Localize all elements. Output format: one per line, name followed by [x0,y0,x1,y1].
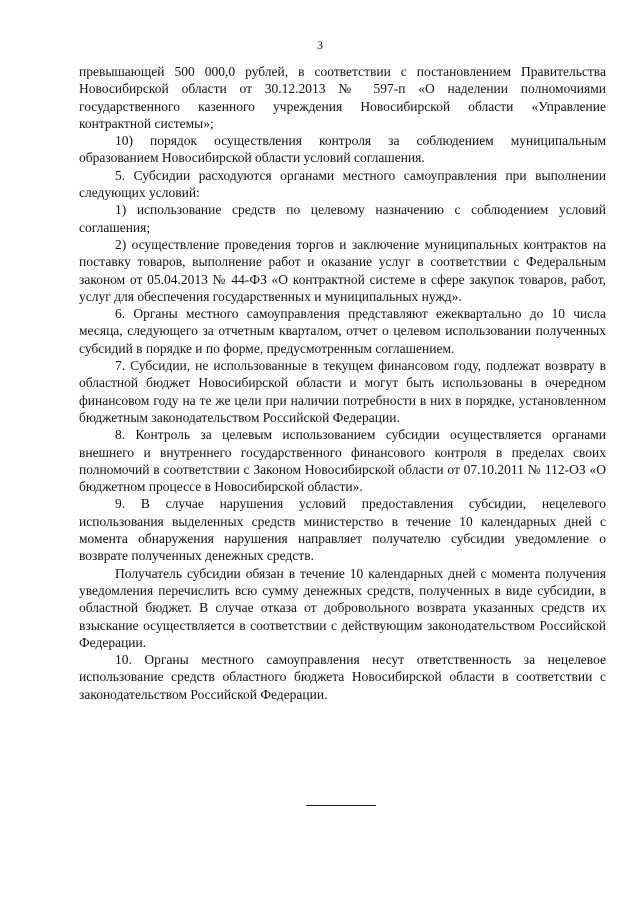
page-number: 3 [317,38,323,52]
paragraph-condition-2: 2) осуществление проведения торгов и заключение муниципальных контрактов на поставку товаров, выполнение работ и оказание услуг в соответствии с Федеральным законом от 05.04.2013 № 44-ФЗ «О контрактной системе в сфере закупок товаров, работ, услуг для обеспечения государственных и муниципальных нужд». [79,236,606,304]
paragraph-clause-9: 9. В случае нарушения условий предоставления субсидии, нецелевого использования выделенных средств министерство в течение 10 календарных дней с момента обнаружения нарушения направляет получателю субсидии уведомление о возврате полученных денежных средств. [79,496,606,564]
paragraph-item-10: 10) порядок осуществления контроля за соблюдением муниципальным образованием Новосибирской области условий соглашения. [79,133,606,166]
paragraph-clause-10: 10. Органы местного самоуправления несут ответственность за нецелевое использование средств областного бюджета Новосибирской области в соответствии с законодательством Российской Федерации. [79,652,606,702]
paragraph-clause-6: 6. Органы местного самоуправления представляют ежеквартально до 10 числа месяца, следующего за отчетным кварталом, отчет о целевом использовании полученных субсидий в порядке и по форме, предусмотренным соглашением. [79,306,606,356]
paragraph-continuation: превышающей 500 000,0 рублей, в соответствии с постановлением Правительства Новосибирской области от 30.12.2013 № 597-п «О наделении полномочиями государственного казенного учреждения Новосибирской области «Управление контрактной системы»; [79,64,606,131]
end-of-document-rule [306,805,376,806]
paragraph-clause-7: 7. Субсидии, не использованные в текущем финансовом году, подлежат возврату в областной бюджет Новосибирской области и могут быть использованы в очередном финансовом году на те же цели при наличии потребности в них в порядке, установленном бюджетным законодательством Российской Федерации. [79,358,606,425]
document-body [79,63,606,703]
paragraph-clause-8: 8. Контроль за целевым использованием субсидии осуществляется органами внешнего и внутреннего государственного финансового контроля в пределах своих полномочий в соответствии с Законом Новосибирской области от 07.10.2011 № 112-ОЗ «О бюджетном процессе в Новосибирской области». [79,427,606,495]
paragraph-clause-5: 5. Субсидии расходуются органами местного самоуправления при выполнении следующих условий: [79,167,606,201]
paragraph-condition-1: 1) использование средств по целевому назначению с соблюдением условий соглашения; [79,202,606,235]
paragraph-recipient-obligation: Получатель субсидии обязан в течение 10 календарных дней с момента получения уведомления перечислить всю сумму денежных средств, полученных в виде субсидии, в областной бюджет. В случае отказа от добровольного возврата указанных средств их взыскание осуществляется в соответствии с действующим законодательством Российской Федерации. [79,565,606,650]
